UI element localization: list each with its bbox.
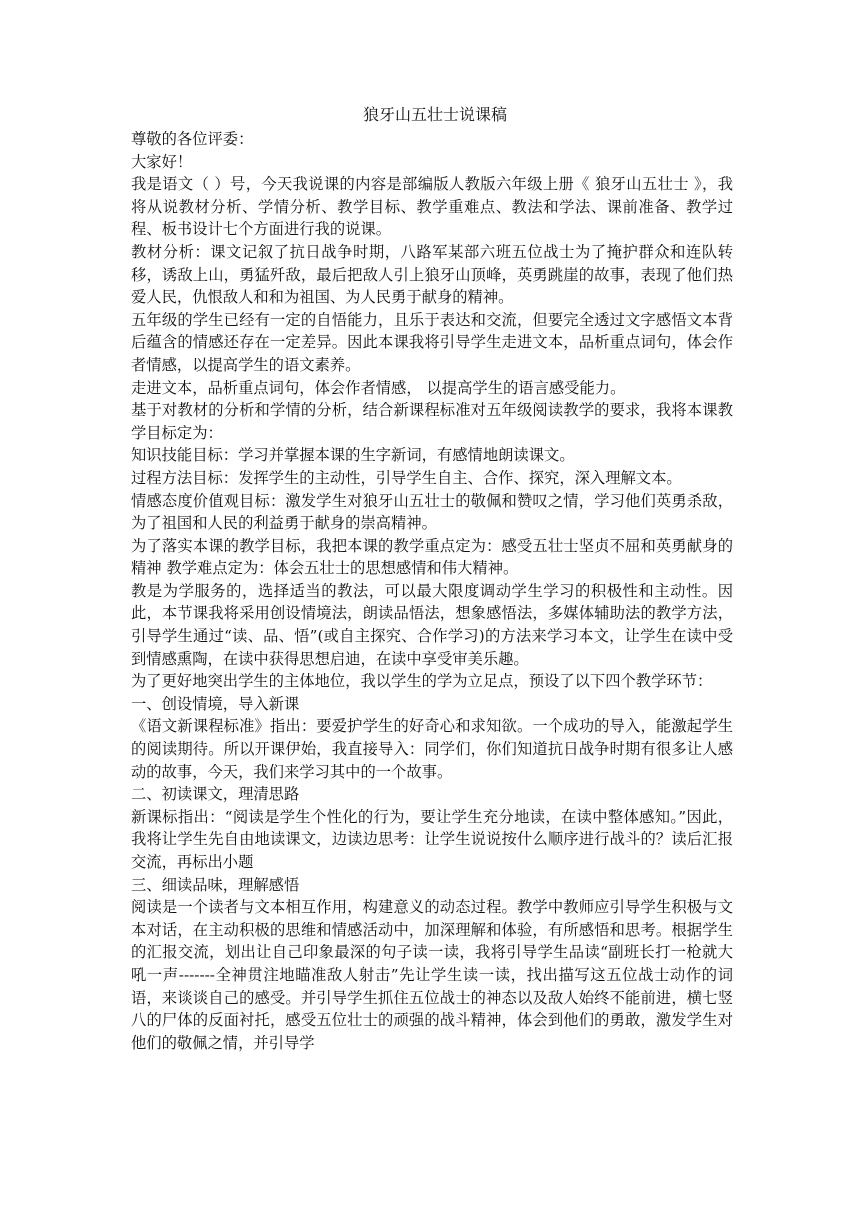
- document-body: [131, 104, 733, 1054]
- section-heading-3: 三、细读品味，理解感悟: [131, 875, 300, 894]
- objectives-intro-paragraph: 基于对教材的分析和学情的分析，结合新课程标准对五年级阅读教学的要求，我将本课教学目标定为：: [131, 401, 733, 442]
- reading-goal-paragraph: 走进文本，品析重点词句，体会作者情感， 以提高学生的语言感受能力。: [131, 378, 626, 397]
- textbook-analysis-paragraph: 教材分析：课文记叙了抗日战争时期，八路军某部六班五位战士为了掩护群众和连队转移，诱敌上山，勇猛歼敌，最后把敌人引上狼牙山顶峰，英勇跳崖的故事，表现了他们热爱人民，仇恨敌人和和为祖国、为人民勇于献身的精神。: [131, 242, 733, 307]
- teaching-methods-paragraph: 教是为学服务的，选择适当的教法，可以最大限度调动学生学习的积极性和主动性。因此，本节课我将采用创设情境法，朗读品悟法，想象感悟法，多媒体辅助法的教学方法，引导学生通过“读、品、悟”(或自主探究、合作学习)的方法来学习本文，让学生在读中受到情感熏陶，在读中获得思想启迪，在读中享受审美乐趣。: [131, 581, 733, 668]
- emotion-objective: 情感态度价值观目标：激发学生对狼牙山五壮士的敬佩和赞叹之情，学习他们英勇杀敌，为了祖国和人民的利益勇于献身的崇高精神。: [131, 491, 733, 533]
- greeting-all: 大家好！: [131, 152, 193, 171]
- key-points-paragraph: 为了落实本课的教学目标，我把本课的教学重点定为：感受五壮士坚贞不屈和英勇献身的精神 教学难点定为：体会五壮士的思想感情和伟大精神。: [131, 536, 733, 578]
- section-heading-1: 一、创设情境，导入新课: [131, 694, 300, 713]
- knowledge-objective: 知识技能目标：学习并掌握本课的生字新词，有感情地朗读课文。: [131, 446, 575, 465]
- intro-paragraph: 我是语文（ ）号，今天我说课的内容是部编版人教版六年级上册《 狼牙山五壮士 》，我将从说教材分析、学情分析、教学目标、教学重难点、教法和学法、课前准备、教学过程、板书设计七个方面进行我的说课。: [131, 175, 733, 239]
- greeting-judges: 尊敬的各位评委：: [131, 130, 254, 148]
- process-objective: 过程方法目标：发挥学生的主动性，引导学生自主、合作、探究，深入理解文本。: [131, 468, 682, 487]
- section-1-paragraph: 《语文新课程标准》指出：要爱护学生的好奇心和求知欲。一个成功的导入，能激起学生的阅读期待。所以开课伊始，我直接导入：同学们，你们知道抗日战争时期有很多让人感动的故事，今天，我们来学习其中的一个故事。: [131, 717, 733, 781]
- document-title: 狼牙山五壮士说课稿: [362, 105, 507, 124]
- student-analysis-paragraph: 五年级的学生已经有一定的自悟能力，且乐于表达和交流，但要完全透过文字感悟文本背后蕴含的情感还存在一定差异。因此本课我将引导学生走进文本，品析重点词句，体会作者情感，以提高学生的语文素养。: [131, 310, 733, 374]
- section-heading-2: 二、初读课文，理清思路: [131, 785, 300, 804]
- process-intro-paragraph: 为了更好地突出学生的主体地位，我以学生的学为立足点，预设了以下四个教学环节：: [131, 672, 713, 691]
- section-2-paragraph: 新课标指出：“阅读是学生个性化的行为，要让学生充分地读，在读中整体感知。”因此，我将让学生先自由地读课文，边读边思考：让学生说说按什么顺序进行战斗的？读后汇报交流，再标出小题: [131, 807, 733, 871]
- section-3-paragraph: 阅读是一个读者与文本相互作用，构建意义的动态过程。教学中教师应引导学生积极与文本对话，在主动积极的思维和情感活动中，加深理解和体验，有所感悟和思考。根据学生的汇报交流，划出让自己印象最深的句子读一读，我将引导学生品读“副班长打一枪就大吼一声-------全神贯注地瞄准敌人射击”先让学生读一读，找出描写这五位战士动作的词语，来谈谈自己的感受。并引导学生抓住五位战士的神态以及敌人始终不能前进，横七竖八的尸体的反面衬托，感受五位壮士的顽强的战斗精神，体会到他们的勇敢，激发学生对他们的敬佩之情，并引导学: [131, 898, 733, 1052]
